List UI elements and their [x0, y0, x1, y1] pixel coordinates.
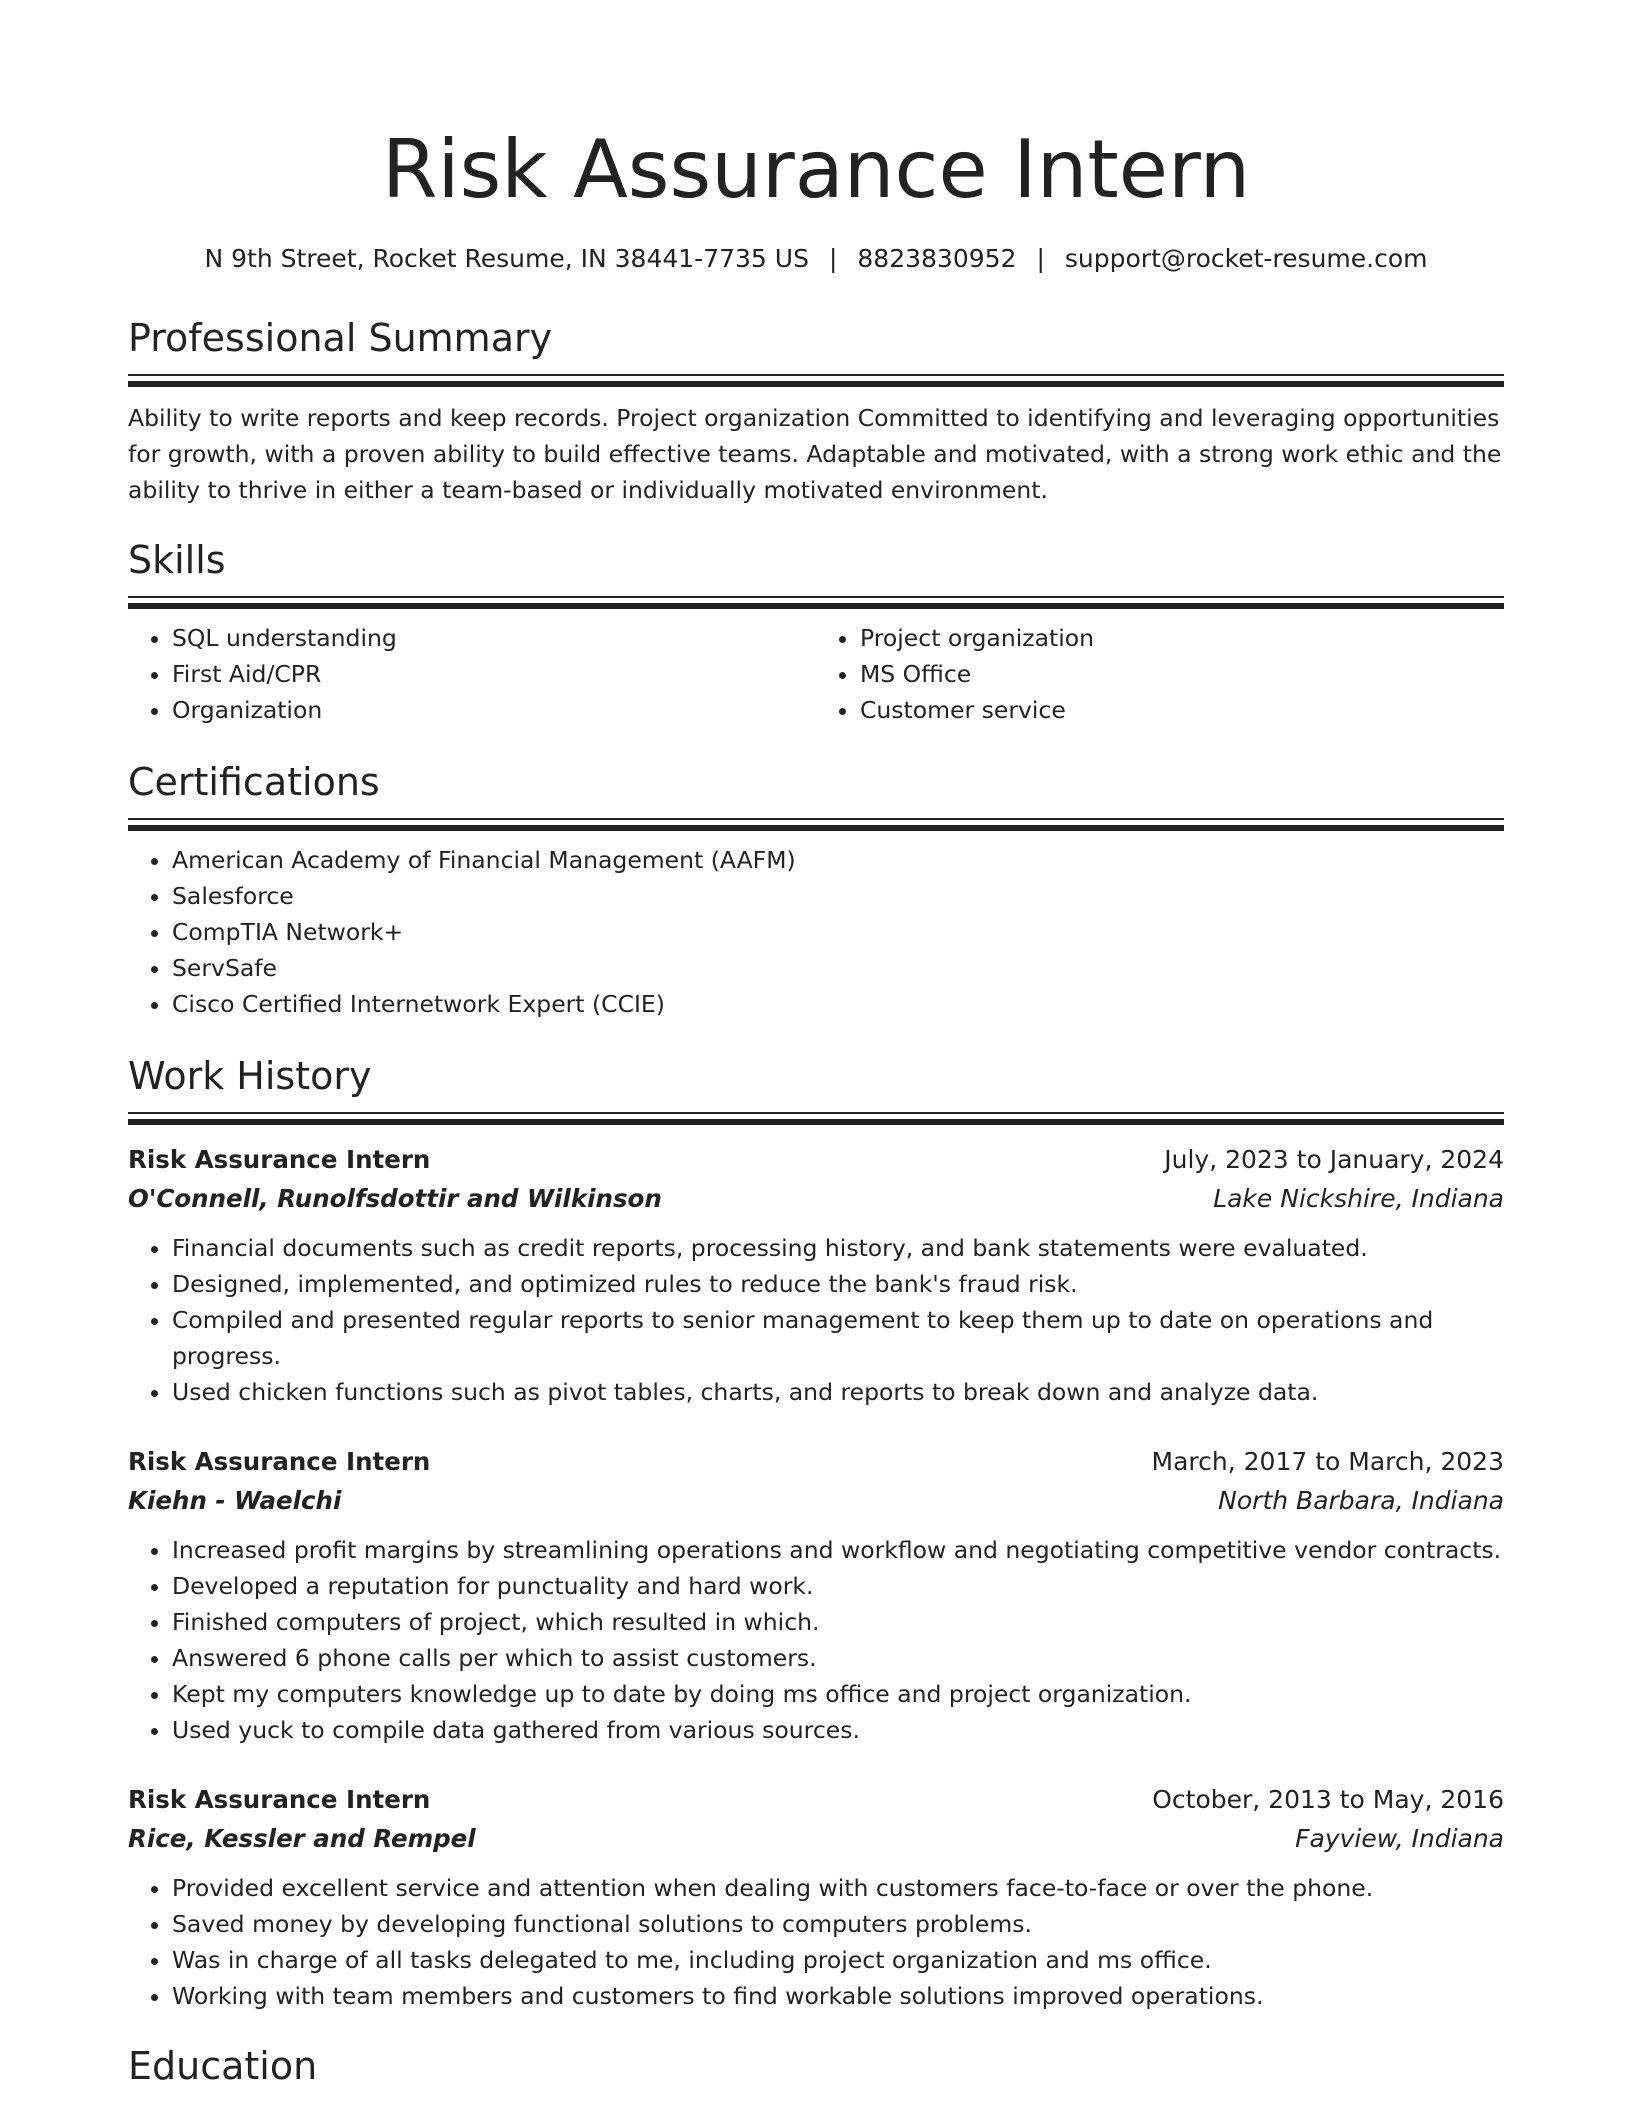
- certification-item: • Cisco Certified Internetwork Expert (CCIE): [172, 986, 1504, 1022]
- section-divider: [128, 596, 1504, 608]
- skills-section: [128, 536, 1504, 728]
- summary-text: Ability to write reports and keep records. Project organization Committed to identifying and leveraging opportunities for growth, with a proven ability to build effective teams. Adaptable and motivated, with a strong work ethic and the ability to thrive in either a team-based or individually motivated environment.: [128, 404, 1502, 504]
- certification-item: • Salesforce: [172, 878, 1504, 914]
- job-bullets: [128, 1532, 1504, 1748]
- skills-columns: [128, 620, 1504, 728]
- section-title-summary: Professional Summary: [128, 316, 553, 360]
- job-bullet: • Kept my computers knowledge up to date by doing ms office and project organization.: [172, 1676, 1504, 1712]
- job-entry: [128, 1442, 1504, 1748]
- job-location: North Barbara, Indiana: [1218, 1486, 1504, 1515]
- skill-item: • MS Office: [860, 656, 1504, 692]
- job-bullets: [128, 1230, 1504, 1410]
- job-entry: [128, 1140, 1504, 1410]
- section-divider: [128, 1112, 1504, 1124]
- contact-separator: |: [1036, 244, 1045, 273]
- contact-line: [128, 242, 1504, 276]
- job-company: Kiehn - Waelchi: [128, 1486, 342, 1515]
- job-dates: March, 2017 to March, 2023: [1151, 1447, 1504, 1476]
- job-bullet: • Finished computers of project, which resulted in which.: [172, 1604, 1504, 1640]
- job-entry: [128, 1780, 1504, 2014]
- job-bullet: • Used yuck to compile data gathered from various sources.: [172, 1712, 1504, 1748]
- skill-item: • Project organization: [860, 620, 1504, 656]
- job-location: Lake Nickshire, Indiana: [1213, 1184, 1504, 1213]
- job-dates: October, 2013 to May, 2016: [1152, 1785, 1504, 1814]
- job-bullet: • Compiled and presented regular reports to senior management to keep them up to date on operations and progress.: [172, 1302, 1504, 1374]
- work-history-section: [128, 1052, 1504, 2014]
- section-title-education: Education: [128, 2044, 318, 2088]
- job-bullet: • Designed, implemented, and optimized rules to reduce the bank's fraud risk.: [172, 1266, 1504, 1302]
- certifications-section: [128, 758, 1504, 1022]
- job-title: Risk Assurance Intern: [128, 1785, 431, 1814]
- job-bullet: • Developed a reputation for punctuality and hard work.: [172, 1568, 1504, 1604]
- skills-list-left: [128, 620, 816, 728]
- job-title: Risk Assurance Intern: [128, 1145, 431, 1174]
- skill-item: • Customer service: [860, 692, 1504, 728]
- email: support@rocket-resume.com: [1064, 244, 1428, 273]
- job-bullet: • Working with team members and customers to find workable solutions improved operations.: [172, 1978, 1504, 2014]
- job-bullet: • Financial documents such as credit reports, processing history, and bank statements were evaluated.: [172, 1230, 1504, 1266]
- contact-separator: |: [828, 244, 838, 273]
- section-title-work-history: Work History: [128, 1054, 372, 1098]
- job-company: O'Connell, Runolfsdottir and Wilkinson: [128, 1184, 662, 1213]
- skill-item: • Organization: [172, 692, 816, 728]
- certification-item: • American Academy of Financial Management (AAFM): [172, 842, 1504, 878]
- certifications-list: [128, 842, 1504, 1022]
- job-bullet: • Answered 6 phone calls per which to assist customers.: [172, 1640, 1504, 1676]
- job-dates: July, 2023 to January, 2024: [1164, 1145, 1504, 1174]
- section-title-skills: Skills: [128, 538, 226, 582]
- section-title-certifications: Certifications: [128, 760, 380, 804]
- job-bullets: [128, 1870, 1504, 2014]
- job-bullet: • Saved money by developing functional solutions to computers problems.: [172, 1906, 1504, 1942]
- section-divider: [128, 374, 1504, 386]
- summary-section: [128, 314, 1504, 508]
- job-bullet: • Used chicken functions such as pivot tables, charts, and reports to break down and analyze data.: [172, 1374, 1504, 1410]
- job-bullet: • Was in charge of all tasks delegated to me, including project organization and ms office.: [172, 1942, 1504, 1978]
- section-divider: [128, 818, 1504, 830]
- job-location: Fayview, Indiana: [1295, 1824, 1504, 1853]
- education-section: [128, 2042, 1504, 2090]
- certification-item: • CompTIA Network+: [172, 914, 1504, 950]
- job-company: Rice, Kessler and Rempel: [128, 1824, 476, 1853]
- job-bullet: • Provided excellent service and attention when dealing with customers face-to-face or over the phone.: [172, 1870, 1504, 1906]
- address: N 9th Street, Rocket Resume, IN 38441-7735 US: [204, 244, 809, 273]
- job-bullet: • Increased profit margins by streamlining operations and workflow and negotiating competitive vendor contracts.: [172, 1532, 1504, 1568]
- skills-list-right: [816, 620, 1504, 728]
- certification-item: • ServSafe: [172, 950, 1504, 986]
- candidate-name: Risk Assurance Intern: [381, 123, 1251, 216]
- skill-item: • First Aid/CPR: [172, 656, 816, 692]
- job-title: Risk Assurance Intern: [128, 1447, 431, 1476]
- skill-item: • SQL understanding: [172, 620, 816, 656]
- phone: 8823830952: [857, 244, 1017, 273]
